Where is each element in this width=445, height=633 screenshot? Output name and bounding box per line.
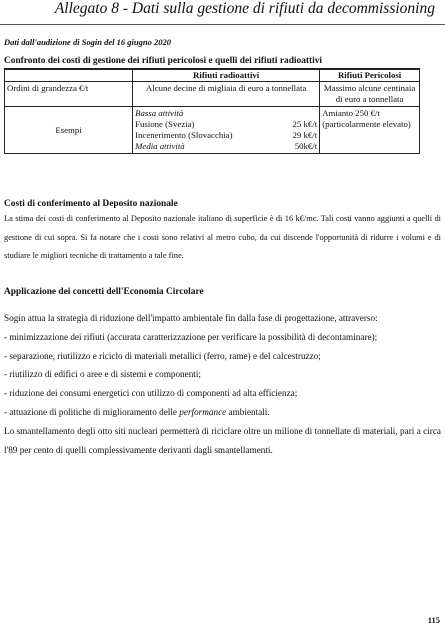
- cell-hazardous-examples: Amianto 250 €/t (particolarmente elevato): [320, 107, 420, 154]
- medium-activity-label: Media attività: [135, 141, 185, 151]
- list-item: [4, 403, 441, 422]
- list-item: - minimizzazione dei rifiuti (accurata caratterizzazione per verificare la possibilità di decontaminare);: [4, 331, 378, 342]
- header-cell-radioactive: Rifiuti radioattivi: [133, 70, 320, 82]
- row-label-examples: Esempi: [5, 107, 133, 154]
- table-row: [5, 82, 420, 107]
- low-activity-label: Bassa attività: [135, 108, 184, 118]
- header-cell-empty: [5, 70, 133, 82]
- incineration-label: Incenerimento (Slovacchia): [135, 130, 233, 140]
- page-number: 115: [427, 615, 440, 625]
- list-item: - separazione, riutilizzo e riciclo di materiali metallici (ferro, rame) e del calcestruzzo;: [4, 350, 321, 361]
- list-item: - riutilizzo di edifici o aree e di sistemi e componenti;: [4, 369, 201, 380]
- circular-economy-intro: Sogin attua la strategia di riduzione dell'impatto ambientale fin dalla fase di progettazione, attraverso:: [4, 313, 378, 323]
- section-title-deposit-costs: Costi di conferimento al Deposito nazionale: [4, 199, 178, 209]
- bullet-text-emphasis: performance: [179, 406, 227, 417]
- table-row: [5, 107, 420, 154]
- medium-activity-line: [135, 141, 317, 152]
- medium-activity-value: 50k€/t: [294, 141, 318, 151]
- table-title: Confronto dei costi di gestione dei rifiuti pericolosi e quelli dei rifiuti radioattivi: [4, 56, 323, 66]
- circular-economy-closing: Lo smantellamento degli otto siti nucleari permetterà di riciclare oltre un milione di tonnellate di materiali, pari a circa l'89 per cento di quelli complessivamente derivanti dagli smantellamenti.: [4, 425, 441, 455]
- bullet-text-suffix: ambientali.: [226, 406, 270, 417]
- source-line: Dati dall'audizione di Sogin del 16 giugno 2020: [4, 37, 171, 47]
- list-item: - riduzione dei consumi energetici con utilizzo di componenti ad alta efficienza;: [4, 388, 298, 399]
- table-header-row: [5, 70, 420, 82]
- cost-comparison-table: [4, 69, 420, 154]
- page-header-title: Allegato 8 - Dati sulla gestione di rifiuti da decommissioning: [54, 0, 435, 17]
- row-label-orders: Ordini di grandezza €/t: [5, 82, 133, 107]
- header-divider: [0, 24, 445, 25]
- section-title-circular-economy: Applicazione dei concetti dell'Economia Circolare: [4, 287, 204, 297]
- cell-radioactive-examples: [133, 107, 320, 154]
- fusion-label: Fusione (Svezia): [135, 119, 195, 129]
- circular-economy-body: [4, 309, 441, 459]
- fusion-line: [135, 119, 317, 130]
- incineration-value: 29 k€/t: [292, 130, 318, 140]
- bullet-text-prefix: - attuazione di politiche di miglioramento delle: [4, 406, 180, 417]
- fusion-value: 25 k€/t: [292, 119, 318, 129]
- incineration-line: [135, 130, 317, 141]
- cell-hazardous-orders: Massimo alcune centinaia di euro a tonnellata: [320, 82, 420, 107]
- deposit-costs-paragraph: La stima dei costi di conferimento al Deposito nazionale italiano di superficie è di 16 k€/mc. Tali costi vanno aggiunti a quelli di gestione di cui sopra. Si fa notare che i costi sono relativi al metro cubo, da cui discende l'opportunità di ridurre i volumi e di studiare le migliori tecniche di trattamento a tale fine.: [4, 214, 441, 260]
- cell-radioactive-orders: Alcune decine di migliaia di euro a tonnellata: [133, 82, 320, 107]
- header-cell-hazardous: Rifiuti Pericolosi: [320, 70, 420, 82]
